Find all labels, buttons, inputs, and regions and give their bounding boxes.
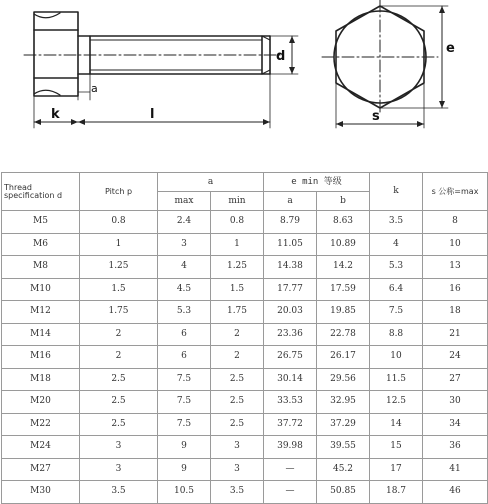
value-cell: 24 bbox=[423, 346, 488, 369]
value-cell: 3 bbox=[80, 436, 158, 459]
value-cell: 2 bbox=[80, 323, 158, 346]
value-cell: 3.5 bbox=[80, 481, 158, 504]
value-cell: 4 bbox=[370, 233, 423, 256]
value-cell: 7.5 bbox=[370, 301, 423, 324]
table-row bbox=[2, 256, 488, 279]
value-cell: 5.3 bbox=[158, 301, 211, 324]
value-cell: 7.5 bbox=[158, 368, 211, 391]
value-cell: 45.2 bbox=[317, 458, 370, 481]
value-cell: 26.75 bbox=[264, 346, 317, 369]
thread-cell: M6 bbox=[2, 233, 80, 256]
value-cell: 1.75 bbox=[80, 301, 158, 324]
label-s: s bbox=[372, 109, 380, 124]
value-cell: 12.5 bbox=[370, 391, 423, 414]
table-row bbox=[2, 233, 488, 256]
thread-cell: M24 bbox=[2, 436, 80, 459]
value-cell: 50.85 bbox=[317, 481, 370, 504]
value-cell: 7.5 bbox=[158, 413, 211, 436]
value-cell: 18 bbox=[423, 301, 488, 324]
value-cell: 3 bbox=[211, 436, 264, 459]
thread-cell: M14 bbox=[2, 323, 80, 346]
label-k: k bbox=[51, 107, 60, 122]
value-cell: 32.95 bbox=[317, 391, 370, 414]
value-cell: 8.63 bbox=[317, 211, 370, 234]
value-cell: 17 bbox=[370, 458, 423, 481]
value-cell: 4.5 bbox=[158, 278, 211, 301]
value-cell: 5.3 bbox=[370, 256, 423, 279]
value-cell: 7.5 bbox=[158, 391, 211, 414]
value-cell: 46 bbox=[423, 481, 488, 504]
table-body bbox=[2, 211, 488, 504]
value-cell: 11.5 bbox=[370, 368, 423, 391]
value-cell: 16 bbox=[423, 278, 488, 301]
header-e-a: a bbox=[264, 192, 317, 211]
value-cell: 36 bbox=[423, 436, 488, 459]
value-cell: 2.5 bbox=[80, 368, 158, 391]
value-cell: 21 bbox=[423, 323, 488, 346]
header-thread: Thread specification d bbox=[2, 173, 80, 211]
table-header-row bbox=[2, 173, 488, 192]
header-a-min: min bbox=[211, 192, 264, 211]
value-cell: 6.4 bbox=[370, 278, 423, 301]
table-row bbox=[2, 211, 488, 234]
thread-cell: M16 bbox=[2, 346, 80, 369]
value-cell: — bbox=[264, 458, 317, 481]
value-cell: 2.5 bbox=[80, 391, 158, 414]
value-cell: 2.5 bbox=[80, 413, 158, 436]
value-cell: 0.8 bbox=[211, 211, 264, 234]
value-cell: 3.5 bbox=[211, 481, 264, 504]
value-cell: 30 bbox=[423, 391, 488, 414]
thread-cell: M20 bbox=[2, 391, 80, 414]
header-e-min: e min 等级 bbox=[264, 173, 370, 192]
value-cell: 1 bbox=[211, 233, 264, 256]
value-cell: 22.78 bbox=[317, 323, 370, 346]
thread-cell: M10 bbox=[2, 278, 80, 301]
table-row bbox=[2, 301, 488, 324]
value-cell: 1.5 bbox=[211, 278, 264, 301]
header-pitch: Pitch p bbox=[80, 173, 158, 211]
label-a: a bbox=[91, 82, 98, 95]
value-cell: 29.56 bbox=[317, 368, 370, 391]
value-cell: 27 bbox=[423, 368, 488, 391]
value-cell: 2.5 bbox=[211, 413, 264, 436]
value-cell: 2.5 bbox=[211, 391, 264, 414]
value-cell: 14.2 bbox=[317, 256, 370, 279]
value-cell: 13 bbox=[423, 256, 488, 279]
table-row bbox=[2, 481, 488, 504]
value-cell: 1 bbox=[80, 233, 158, 256]
value-cell: 2 bbox=[211, 323, 264, 346]
value-cell: 10 bbox=[370, 346, 423, 369]
value-cell: 1.75 bbox=[211, 301, 264, 324]
label-l: l bbox=[150, 107, 155, 122]
value-cell: 39.55 bbox=[317, 436, 370, 459]
value-cell: 33.53 bbox=[264, 391, 317, 414]
value-cell: 37.72 bbox=[264, 413, 317, 436]
bolt-technical-drawing bbox=[0, 0, 488, 150]
bolt-side-view bbox=[34, 12, 270, 96]
table-row bbox=[2, 346, 488, 369]
value-cell: 8 bbox=[423, 211, 488, 234]
value-cell: 3.5 bbox=[370, 211, 423, 234]
value-cell: 6 bbox=[158, 346, 211, 369]
value-cell: 4 bbox=[158, 256, 211, 279]
value-cell: 10 bbox=[423, 233, 488, 256]
thread-cell: M18 bbox=[2, 368, 80, 391]
value-cell: 2.4 bbox=[158, 211, 211, 234]
value-cell: 2 bbox=[80, 346, 158, 369]
value-cell: 11.05 bbox=[264, 233, 317, 256]
table-row bbox=[2, 413, 488, 436]
value-cell: 34 bbox=[423, 413, 488, 436]
value-cell: 2.5 bbox=[211, 368, 264, 391]
thread-cell: M22 bbox=[2, 413, 80, 436]
label-e: e bbox=[446, 41, 455, 56]
value-cell: 41 bbox=[423, 458, 488, 481]
value-cell: — bbox=[264, 481, 317, 504]
value-cell: 9 bbox=[158, 458, 211, 481]
table-row bbox=[2, 323, 488, 346]
value-cell: 3 bbox=[80, 458, 158, 481]
thread-cell: M12 bbox=[2, 301, 80, 324]
value-cell: 18.7 bbox=[370, 481, 423, 504]
label-d: d bbox=[276, 49, 286, 64]
value-cell: 14.38 bbox=[264, 256, 317, 279]
thread-cell: M30 bbox=[2, 481, 80, 504]
table-row bbox=[2, 368, 488, 391]
value-cell: 19.85 bbox=[317, 301, 370, 324]
value-cell: 8.79 bbox=[264, 211, 317, 234]
value-cell: 39.98 bbox=[264, 436, 317, 459]
value-cell: 20.03 bbox=[264, 301, 317, 324]
value-cell: 9 bbox=[158, 436, 211, 459]
value-cell: 10.89 bbox=[317, 233, 370, 256]
value-cell: 37.29 bbox=[317, 413, 370, 436]
table-row bbox=[2, 458, 488, 481]
value-cell: 10.5 bbox=[158, 481, 211, 504]
value-cell: 3 bbox=[158, 233, 211, 256]
value-cell: 15 bbox=[370, 436, 423, 459]
value-cell: 17.59 bbox=[317, 278, 370, 301]
header-s: s 公称=max bbox=[423, 173, 488, 211]
table-row bbox=[2, 436, 488, 459]
header-a-max: max bbox=[158, 192, 211, 211]
value-cell: 3 bbox=[211, 458, 264, 481]
header-e-b: b bbox=[317, 192, 370, 211]
value-cell: 14 bbox=[370, 413, 423, 436]
table-row bbox=[2, 391, 488, 414]
value-cell: 2 bbox=[211, 346, 264, 369]
value-cell: 8.8 bbox=[370, 323, 423, 346]
thread-cell: M5 bbox=[2, 211, 80, 234]
header-a: a bbox=[158, 173, 264, 192]
thread-cell: M8 bbox=[2, 256, 80, 279]
value-cell: 1.25 bbox=[211, 256, 264, 279]
value-cell: 6 bbox=[158, 323, 211, 346]
value-cell: 0.8 bbox=[80, 211, 158, 234]
value-cell: 17.77 bbox=[264, 278, 317, 301]
value-cell: 30.14 bbox=[264, 368, 317, 391]
header-k: k bbox=[370, 173, 423, 211]
value-cell: 1.5 bbox=[80, 278, 158, 301]
thread-cell: M27 bbox=[2, 458, 80, 481]
value-cell: 1.25 bbox=[80, 256, 158, 279]
bolt-spec-table bbox=[1, 172, 488, 504]
value-cell: 23.36 bbox=[264, 323, 317, 346]
value-cell: 26.17 bbox=[317, 346, 370, 369]
table-row bbox=[2, 278, 488, 301]
